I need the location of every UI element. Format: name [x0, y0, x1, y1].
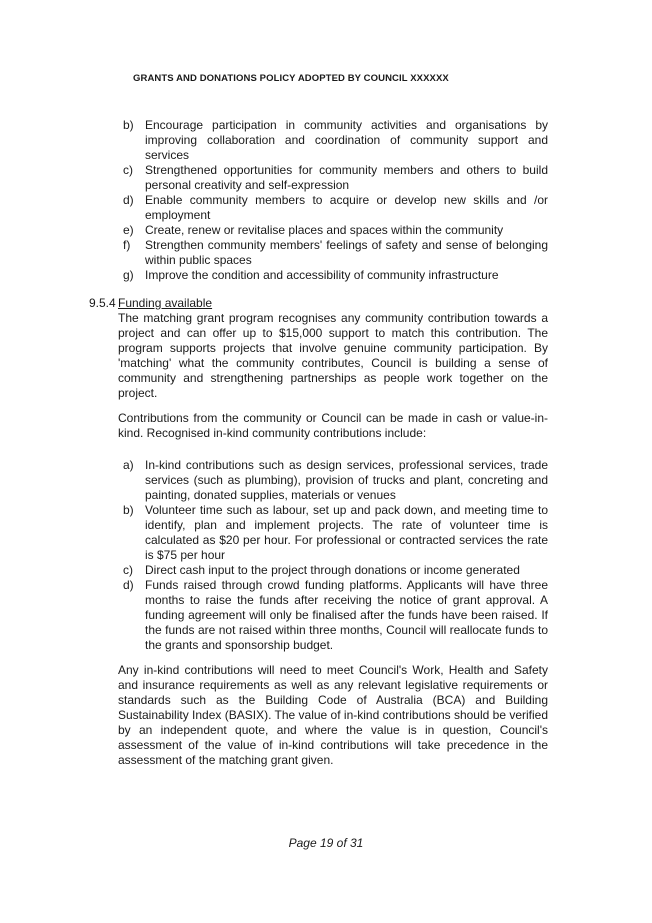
list-item-text: Volunteer time such as labour, set up and pack down, and meeting time to identify, plan and implement projects. The rate of volunteer time is calculated as $20 per hour. For professional or contracted services the rate is $75 per hour [145, 503, 548, 562]
list-marker: b) [123, 503, 134, 517]
list-item [123, 223, 548, 238]
list-marker: d) [123, 578, 134, 592]
list-marker: a) [123, 458, 134, 472]
objectives-list [123, 118, 548, 283]
list-marker: c) [123, 163, 133, 177]
list-item-text: Direct cash input to the project through donations or income generated [145, 563, 520, 577]
list-item-text: Create, renew or revitalise places and spaces within the community [145, 223, 504, 237]
list-item-text: In-kind contributions such as design services, professional services, trade services (such as plumbing), provision of trucks and plant, concreting and painting, donated supplies, materials or venues [145, 458, 548, 502]
list-marker: b) [123, 118, 134, 132]
list-item-text: Encourage participation in community activities and organisations by improving collaboration and coordination of community support and services [145, 118, 548, 162]
paragraph-contributions: Contributions from the community or Council can be made in cash or value-in-kind. Recognised in-kind community contributions include: [118, 411, 548, 440]
section-title: Funding available [118, 296, 213, 310]
list-marker: f) [123, 238, 131, 252]
list-item [123, 458, 548, 503]
list-item-text: Enable community members to acquire or develop new skills and /or employment [145, 193, 548, 222]
list-item [123, 268, 548, 283]
list-marker: c) [123, 563, 133, 577]
list-marker: e) [123, 223, 134, 237]
list-marker: d) [123, 193, 134, 207]
paragraph-in-kind-requirements: Any in-kind contributions will need to meet Council's Work, Health and Safety and insurance requirements as well as any relevant legislative requirements or standards such as the Building Code of Australia (BCA) and Building Sustainability Index (BASIX). The value of in-kind contributions should be verified by an independent quote, and where the value is in question, Council's assessment of the value of in-kind contributions will take precedence in the assessment of the matching grant given. [118, 663, 549, 767]
list-item-text: Improve the condition and accessibility of community infrastructure [145, 268, 499, 282]
list-item [123, 238, 548, 268]
page-header-title: GRANTS AND DONATIONS POLICY ADOPTED BY COUNCIL XXXXXX [133, 73, 449, 84]
paragraph-matching-grant: The matching grant program recognises any community contribution towards a project and can offer up to $15,000 support to match this contribution. The program supports projects that involve genuine community participation. By 'matching' what the community contributes, Council is building a sense of community and strengthening partnerships as people work together on the project. [118, 311, 548, 400]
list-item-text: Strengthened opportunities for community members and others to build personal creativity and self-expression [145, 163, 548, 192]
list-item [123, 578, 548, 653]
section-number: 9.5.4 [89, 296, 116, 310]
list-item [123, 193, 548, 223]
list-item [123, 563, 548, 578]
contributions-list [123, 458, 548, 653]
page-number: Page 19 of 31 [288, 836, 364, 850]
list-item [123, 163, 548, 193]
section-heading [89, 296, 212, 311]
list-item-text: Strengthen community members' feelings of safety and sense of belonging within public spaces [145, 238, 548, 267]
list-item [123, 118, 548, 163]
list-item [123, 503, 548, 563]
list-marker: g) [123, 268, 134, 282]
list-item-text: Funds raised through crowd funding platforms. Applicants will have three months to raise the funds after receiving the notice of grant approval. A funding agreement will only be finalised after the funds have been raised. If the funds are not raised within three months, Council will reallocate funds to the grants and sponsorship budget. [145, 578, 548, 652]
